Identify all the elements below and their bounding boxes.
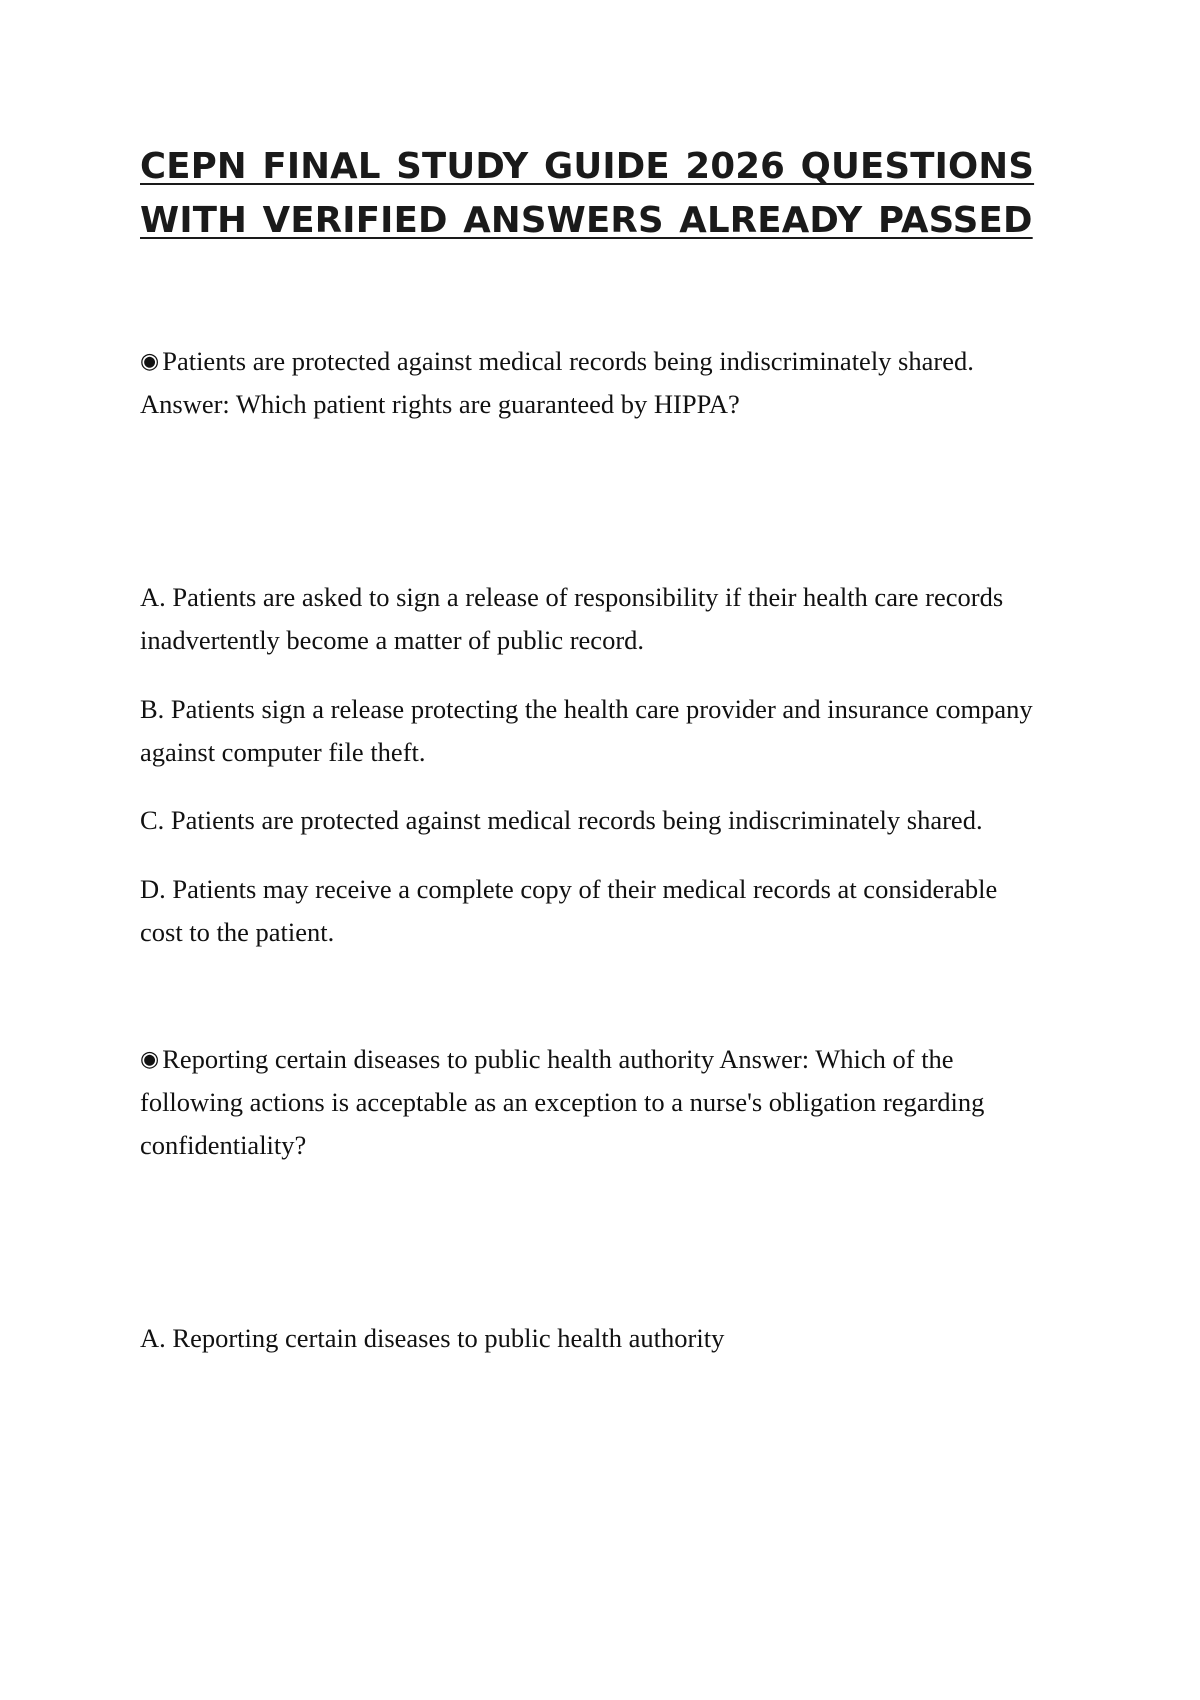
question-block-1 (140, 340, 1060, 954)
question-block-2 (140, 1038, 1060, 1360)
question-2-prompt (140, 1038, 1010, 1167)
title-spacer (140, 248, 1060, 340)
question-1-gap (140, 426, 1060, 576)
question-2-gap (140, 1167, 1060, 1317)
page-title-line-2: WITH VERIFIED ANSWERS ALREADY PASSED (140, 199, 1033, 241)
question-2-prompt-text: Reporting certain diseases to public health authority Answer: Which of the following actions is acceptable as an exception to a nurse's obligation regarding confidentiality? (140, 1044, 985, 1161)
question-1-options (140, 576, 1060, 954)
page-title (140, 140, 1060, 248)
option-a: A. Patients are asked to sign a release of responsibility if their health care records inadvertently become a matter of public record. (140, 581, 1004, 655)
option-a: A. Reporting certain diseases to public health authority (140, 1322, 725, 1353)
question-1-prompt-text: Patients are protected against medical records being indiscriminately shared. Answer: Which patient rights are guaranteed by HIPPA? (140, 345, 974, 419)
question-1-prompt (140, 340, 1010, 426)
page-title-line-1: CEPN FINAL STUDY GUIDE 2026 QUESTIONS (140, 146, 1035, 187)
question-2-options (140, 1317, 1060, 1360)
bullet-icon: ◉ (140, 1046, 160, 1072)
option-d: D. Patients may receive a complete copy of their medical records at considerable cost to the patient. (140, 874, 998, 948)
option-c: C. Patients are protected against medical records being indiscriminately shared. (140, 805, 983, 836)
between-questions-gap (140, 954, 1060, 1038)
option-b: B. Patients sign a release protecting the health care provider and insurance company against computer file theft. (140, 693, 1033, 767)
bullet-icon: ◉ (140, 347, 160, 373)
